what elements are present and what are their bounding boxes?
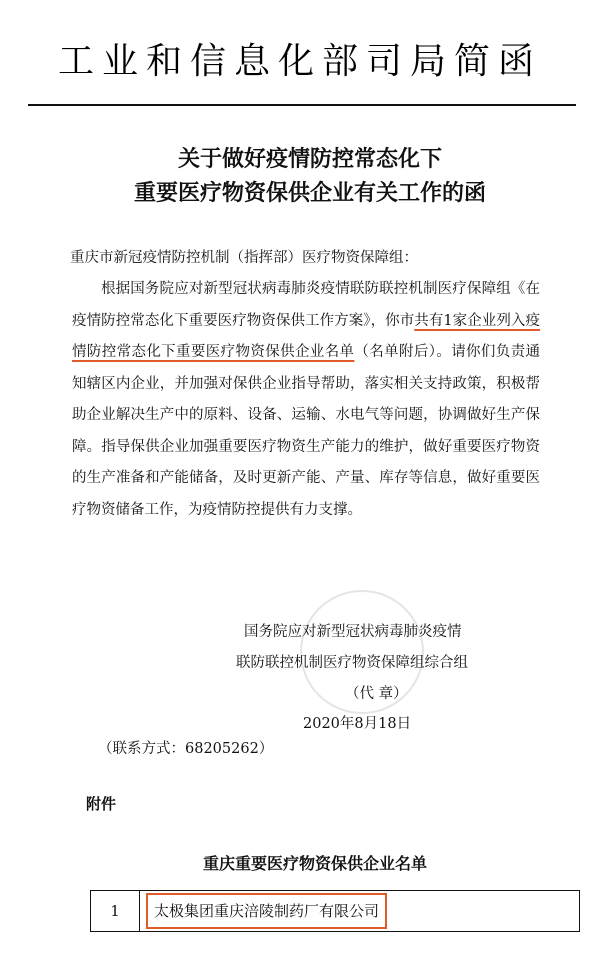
signature-date: 2020年8月18日 <box>303 716 412 732</box>
table-row <box>91 891 580 932</box>
paragraph-text-part2: （名单附后）。请你们负责通知辖区内企业，并加强对保供企业指导帮助，落实相关支持政策，积极帮助企业解决生产中的原料、设备、运输、水电气等问题，协调做好生产保障。指导保供企业加强重要医疗物资生产能力的维护，做好重要医疗物资的生产准备和产能储备，及时更新产能、产量、库存等信息，做好重要医疗物资储备工作，为疫情防控提供有力支撑。 <box>72 344 541 518</box>
seal-note: （代 章） <box>345 686 408 702</box>
signature-org-line-1: 国务院应对新型冠状病毒肺炎疫情 <box>244 624 462 640</box>
title-line-1: 关于做好疫情防控常态化下 <box>177 147 442 172</box>
row-number: 1 <box>91 891 140 932</box>
paragraph-text-part1: 根据国务院应对新型冠状病毒肺炎疫情联防联控机制医疗保障组《在疫情防控常态化下重要医疗物资保供工作方案》，你市 <box>72 281 540 329</box>
body-paragraph <box>72 274 540 526</box>
enterprise-table <box>90 890 580 932</box>
row-enterprise-name-cell <box>140 891 580 932</box>
attachment-list-title: 重庆重要医疗物资保供企业名单 <box>202 854 427 873</box>
highlighted-phrase: 共有1家企业列入疫情防控常态化下重要医疗物资保供企业名单 <box>72 312 540 360</box>
enterprise-name: 太极集团重庆涪陵制药厂有限公司 <box>146 893 387 929</box>
salutation: 重庆市新冠疫情防控机制（指挥部）医疗物资保障组： <box>70 250 418 266</box>
letterhead-title: 工业和信息化部司局简函 <box>57 41 542 82</box>
header-divider <box>28 104 576 106</box>
attachment-label: 附件 <box>86 795 117 813</box>
title-line-2: 重要医疗物资保供企业有关工作的函 <box>133 181 486 206</box>
signature-org-line-2: 联防联控机制医疗物资保障组综合组 <box>236 655 468 671</box>
contact-info: （联系方式：68205262） <box>98 741 274 757</box>
document-title <box>60 143 560 211</box>
